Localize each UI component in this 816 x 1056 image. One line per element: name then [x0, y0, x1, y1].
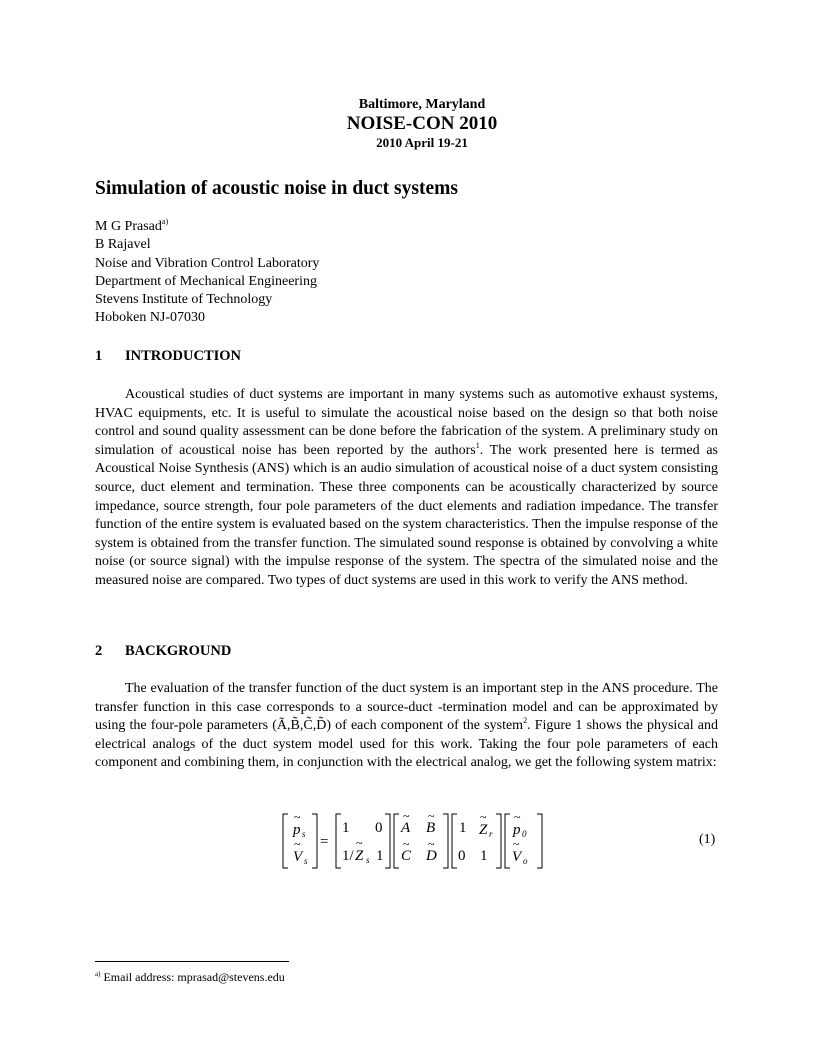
tilde-mark: ~: [480, 810, 487, 824]
rhs-pressure: p: [513, 822, 521, 838]
section-number: 2: [95, 643, 103, 659]
conference-header: [0, 96, 816, 151]
bracket-left: [283, 814, 288, 868]
lhs-pressure: p: [293, 822, 301, 838]
rhs-velocity: V: [512, 849, 522, 865]
matrix-entry: 1: [376, 848, 384, 864]
section-heading-introduction: [95, 348, 241, 365]
tilde-mark: ~: [403, 837, 410, 851]
matrix-entry: D: [426, 848, 437, 864]
paper-title: Simulation of acoustic noise in duct systems: [95, 178, 458, 199]
subscript: s: [304, 856, 308, 866]
matrix-entry: B: [426, 820, 436, 836]
subscript: 0: [522, 829, 527, 839]
reference-mark: 1: [475, 440, 480, 450]
author-footnote-mark: a): [161, 217, 169, 226]
matrix-entry: 1: [459, 820, 467, 836]
bracket-right: [443, 814, 448, 868]
tilde-mark: ~: [428, 837, 435, 851]
matrix-entry: 0: [458, 848, 466, 864]
tilde-mark: ~: [294, 810, 301, 824]
bracket-right: [496, 814, 501, 868]
tilde-mark: ~: [428, 810, 435, 823]
paragraph-text: Acoustical studies of duct systems are important in many systems such as automotive exhaust systems, HVAC equipments, etc. It is useful to simulate the acoustical noise based on the design so that both noise control and sound quality assessment can be done before the fabrication of the system. A preliminary study on simulation of acoustical noise has been reported by the authors: [95, 387, 718, 458]
matrix-entry: 1/: [342, 848, 354, 864]
bracket-left: [505, 814, 510, 868]
reference-mark: 2: [523, 716, 528, 726]
conference-location: Baltimore, Maryland: [358, 97, 486, 112]
footnote: [95, 970, 285, 985]
introduction-paragraph: [95, 386, 718, 591]
bracket-left: [394, 814, 399, 868]
system-matrix-equation: [280, 810, 550, 872]
bracket-right: [312, 814, 317, 868]
subscript: s: [366, 855, 370, 865]
tilde-mark: ~: [356, 836, 363, 850]
paragraph-text: . The work presented here is termed as Acoustical Noise Synthesis (ANS) which is an audio simulation of acoustical noise of a duct system consisting source, duct element and termination. These three components can be acoustically characterized by source impedance, source strength, four pole parameters of the duct elements and radiation impedance. The transfer function of the entire system is evaluated based on the system characteristics. Then the impulse response of the system is obtained from the transfer function. The simulated sound response is obtained by convolving a white noise (or source signal) with the impulse response of the system. The spectra of the simulated noise and the measured noise are compared. Two types of duct systems are used in this work to verify the ANS method.: [95, 442, 718, 588]
affiliation-address: Hoboken NJ-07030: [95, 310, 206, 326]
matrix-entry: 1: [480, 848, 488, 864]
matrix-entry: C: [401, 848, 412, 864]
bracket-right: [537, 814, 542, 868]
bracket-left: [336, 814, 341, 868]
subscript: r: [489, 829, 493, 839]
conference-name: NOISE-CON 2010: [346, 113, 498, 134]
section-title: INTRODUCTION: [125, 348, 242, 364]
lhs-velocity: V: [293, 849, 303, 865]
tilde-mark: ~: [403, 810, 410, 823]
author-block: [95, 218, 319, 328]
conference-dates: 2010 April 19-21: [376, 135, 468, 150]
tilde-mark: ~: [514, 810, 521, 824]
author-name: B Rajavel: [95, 237, 151, 253]
author-name: M G Prasad: [95, 219, 162, 234]
footnote-mark: a): [95, 970, 101, 978]
tilde-mark: ~: [294, 837, 301, 851]
subscript: s: [302, 829, 306, 839]
four-pole-symbols: Ã,B̃,C̃,D̃: [276, 718, 327, 734]
matrix-entry: 1: [342, 820, 350, 836]
footnote-text: Email address: mprasad@stevens.edu: [103, 970, 285, 984]
tilde-mark: ~: [513, 837, 520, 851]
section-heading-background: [95, 643, 231, 660]
section-number: 1: [95, 348, 103, 364]
matrix-entry: A: [401, 820, 411, 836]
paragraph-text: ) of each component of the system: [326, 718, 524, 734]
paragraph-text: . Figure 1 shows the physical and electrical analogs of the duct system model used for this work. Taking the four pole parameters of each component and combining them, in conjunction with the electrical analog, we get the following system matrix:: [95, 718, 718, 771]
affiliation-department: Department of Mechanical Engineering: [95, 273, 317, 289]
affiliation-lab: Noise and Vibration Control Laboratory: [95, 255, 320, 271]
matrix-entry: Z: [355, 848, 364, 864]
matrix-entry: 0: [375, 820, 383, 836]
section-title: BACKGROUND: [125, 643, 232, 659]
matrix-entry: Z: [479, 822, 488, 838]
paragraph-text: The evaluation of the transfer function of the duct system is an important step in the ANS procedure. The transfer function in this case corresponds to a source-duct -termination model and can be approximated by using the four-pole parameters (: [95, 681, 718, 734]
author-line: [95, 218, 319, 236]
equation-number: (1): [699, 832, 716, 847]
equals-sign: =: [320, 834, 329, 850]
bracket-left: [452, 814, 457, 868]
bracket-right: [385, 814, 390, 868]
subscript: o: [523, 856, 528, 866]
background-paragraph: [95, 680, 718, 773]
footnote-divider: [95, 961, 289, 962]
affiliation-institute: Stevens Institute of Technology: [95, 292, 273, 308]
